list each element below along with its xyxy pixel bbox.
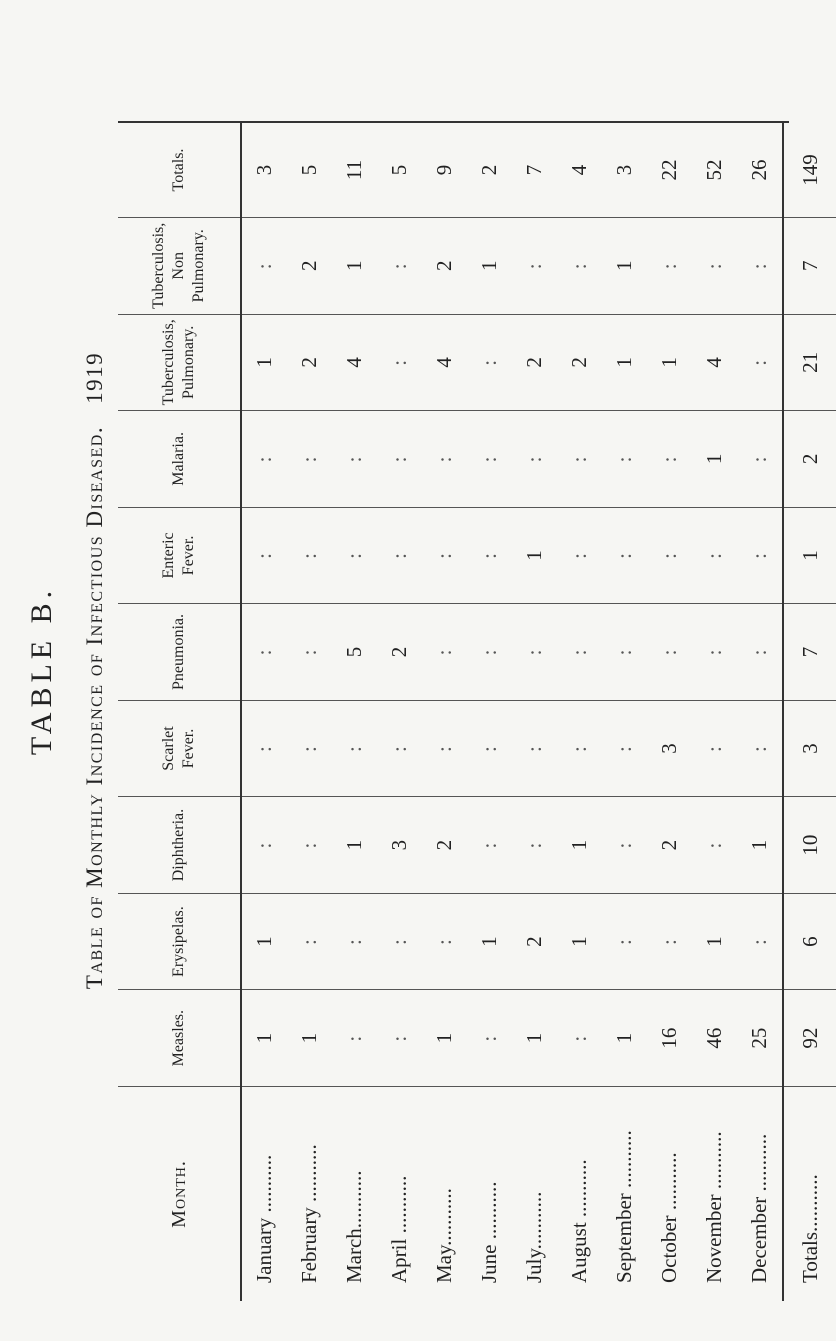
- value-cell: 1: [467, 218, 512, 315]
- empty-cell: :: [422, 700, 467, 797]
- value-cell: 3: [647, 700, 692, 797]
- value-cell: 4: [692, 314, 737, 411]
- empty-cell: :: [647, 507, 692, 604]
- value-cell: 2: [512, 314, 557, 411]
- empty-cell: :: [287, 797, 332, 894]
- value-cell: 3: [612, 164, 636, 176]
- value-cell: 2: [287, 314, 332, 411]
- value-cell: 1: [647, 314, 692, 411]
- empty-cell: :: [737, 314, 783, 411]
- month-cell: Totals...........: [783, 1086, 836, 1301]
- value-cell: 7: [783, 218, 836, 315]
- table-title: [82, 0, 108, 1341]
- table-row: [692, 123, 737, 1301]
- value-cell: 1: [332, 797, 377, 894]
- empty-cell: :: [467, 507, 512, 604]
- table-row: [467, 123, 512, 1301]
- value-cell: 2: [287, 218, 332, 315]
- value-cell: 5: [332, 604, 377, 701]
- table-right-rule: [118, 121, 789, 123]
- empty-cell: :: [241, 604, 287, 701]
- empty-cell: :: [467, 604, 512, 701]
- empty-cell: :: [241, 218, 287, 315]
- value-cell: 1: [241, 314, 287, 411]
- empty-cell: :: [241, 700, 287, 797]
- column-header: Scarlet Fever.: [118, 700, 241, 797]
- incidence-table: [118, 123, 836, 1301]
- value-cell: 22: [657, 159, 681, 181]
- table-row: [602, 123, 647, 1301]
- column-header: Malaria.: [118, 411, 241, 508]
- empty-cell: :: [422, 893, 467, 990]
- value-cell: 1: [602, 990, 647, 1087]
- month-cell: September ...........: [602, 1086, 647, 1301]
- empty-cell: :: [377, 893, 422, 990]
- value-cell: 1: [287, 990, 332, 1087]
- table-row: [287, 123, 332, 1301]
- value-cell: 1: [241, 990, 287, 1087]
- empty-cell: :: [332, 893, 377, 990]
- month-cell: February ...........: [287, 1086, 332, 1301]
- empty-cell: :: [647, 218, 692, 315]
- empty-cell: :: [647, 411, 692, 508]
- empty-cell: :: [332, 411, 377, 508]
- empty-cell: :: [737, 700, 783, 797]
- empty-cell: :: [422, 507, 467, 604]
- value-cell: 3: [783, 700, 836, 797]
- empty-cell: :: [467, 314, 512, 411]
- empty-cell: :: [467, 990, 512, 1087]
- value-cell: 1: [737, 797, 783, 894]
- column-header: Pneumonia.: [118, 604, 241, 701]
- table-row: [241, 123, 287, 1301]
- empty-cell: :: [287, 411, 332, 508]
- column-header: Enteric Fever.: [118, 507, 241, 604]
- value-cell: 2: [557, 314, 602, 411]
- empty-cell: :: [602, 604, 647, 701]
- value-cell: 1: [783, 507, 836, 604]
- empty-cell: :: [422, 604, 467, 701]
- empty-cell: :: [557, 604, 602, 701]
- value-cell: 5: [297, 164, 321, 176]
- table-body: [241, 123, 836, 1301]
- value-cell: 11: [342, 159, 366, 181]
- column-header: Totals.: [118, 123, 241, 218]
- value-cell: 1: [241, 893, 287, 990]
- value-cell: 4: [332, 314, 377, 411]
- empty-cell: :: [332, 507, 377, 604]
- empty-cell: :: [602, 411, 647, 508]
- month-cell: December ...........: [737, 1086, 783, 1301]
- empty-cell: :: [422, 411, 467, 508]
- value-cell: 26: [747, 159, 771, 181]
- column-header-month: Month.: [118, 1086, 241, 1301]
- empty-cell: :: [512, 218, 557, 315]
- empty-cell: :: [692, 604, 737, 701]
- empty-cell: :: [557, 218, 602, 315]
- value-cell: 10: [783, 797, 836, 894]
- value-cell: 4: [422, 314, 467, 411]
- empty-cell: :: [512, 797, 557, 894]
- empty-cell: :: [377, 507, 422, 604]
- value-cell: 1: [512, 507, 557, 604]
- empty-cell: :: [377, 990, 422, 1087]
- value-cell: 25: [737, 990, 783, 1087]
- table-row: [422, 123, 467, 1301]
- empty-cell: :: [332, 700, 377, 797]
- empty-cell: :: [557, 700, 602, 797]
- value-cell: 46: [692, 990, 737, 1087]
- empty-cell: :: [602, 893, 647, 990]
- value-cell: 2: [783, 411, 836, 508]
- empty-cell: :: [512, 700, 557, 797]
- empty-cell: :: [692, 218, 737, 315]
- value-cell: 149: [783, 123, 836, 218]
- month-cell: March...........: [332, 1086, 377, 1301]
- table-row: [647, 123, 692, 1301]
- month-cell: August ...........: [557, 1086, 602, 1301]
- value-cell: 2: [377, 604, 422, 701]
- value-cell: 1: [557, 893, 602, 990]
- column-header: Tuberculosis, Non Pulmonary.: [118, 218, 241, 315]
- title-year: 1919: [82, 351, 107, 404]
- value-cell: 1: [602, 218, 647, 315]
- empty-cell: :: [467, 411, 512, 508]
- value-cell: 6: [783, 893, 836, 990]
- value-cell: 7: [783, 604, 836, 701]
- empty-cell: :: [737, 218, 783, 315]
- empty-cell: :: [737, 411, 783, 508]
- value-cell: 1: [557, 797, 602, 894]
- value-cell: 1: [692, 893, 737, 990]
- empty-cell: :: [557, 507, 602, 604]
- column-header: Erysipelas.: [118, 893, 241, 990]
- table-row: [332, 123, 377, 1301]
- title-text: Table of Monthly Incidence of Infectious Diseased.: [82, 425, 107, 990]
- column-header: Tuberculosis, Pulmonary.: [118, 314, 241, 411]
- header-row: [118, 123, 241, 1301]
- value-cell: 2: [512, 893, 557, 990]
- empty-cell: :: [287, 700, 332, 797]
- table-row: [557, 123, 602, 1301]
- empty-cell: :: [377, 700, 422, 797]
- empty-cell: :: [241, 797, 287, 894]
- empty-cell: :: [512, 604, 557, 701]
- empty-cell: :: [287, 893, 332, 990]
- value-cell: 7: [522, 164, 546, 176]
- value-cell: 1: [467, 893, 512, 990]
- column-header: Diphtheria.: [118, 797, 241, 894]
- empty-cell: :: [332, 990, 377, 1087]
- table-row: [377, 123, 422, 1301]
- value-cell: 4: [567, 164, 591, 176]
- column-header: Measles.: [118, 990, 241, 1087]
- empty-cell: :: [692, 700, 737, 797]
- empty-cell: :: [647, 604, 692, 701]
- totals-row: [783, 123, 836, 1301]
- value-cell: 5: [387, 164, 411, 176]
- empty-cell: :: [692, 797, 737, 894]
- month-cell: July...........: [512, 1086, 557, 1301]
- empty-cell: :: [377, 314, 422, 411]
- value-cell: 1: [422, 990, 467, 1087]
- month-cell: April ...........: [377, 1086, 422, 1301]
- empty-cell: :: [377, 411, 422, 508]
- empty-cell: :: [602, 700, 647, 797]
- empty-cell: :: [602, 797, 647, 894]
- value-cell: 2: [477, 164, 501, 176]
- empty-cell: :: [737, 604, 783, 701]
- value-cell: 3: [377, 797, 422, 894]
- empty-cell: :: [287, 604, 332, 701]
- empty-cell: :: [692, 507, 737, 604]
- month-cell: November ...........: [692, 1086, 737, 1301]
- table-label: TABLE B.: [25, 585, 58, 756]
- value-cell: 16: [647, 990, 692, 1087]
- empty-cell: :: [602, 507, 647, 604]
- empty-cell: :: [512, 411, 557, 508]
- value-cell: 3: [252, 164, 276, 176]
- month-cell: October ...........: [647, 1086, 692, 1301]
- value-cell: 2: [647, 797, 692, 894]
- empty-cell: :: [557, 411, 602, 508]
- table-row: [737, 123, 783, 1301]
- value-cell: 52: [702, 159, 726, 181]
- value-cell: 1: [692, 411, 737, 508]
- value-cell: 1: [512, 990, 557, 1087]
- value-cell: 2: [422, 797, 467, 894]
- value-cell: 21: [783, 314, 836, 411]
- empty-cell: :: [241, 411, 287, 508]
- table-row: [512, 123, 557, 1301]
- empty-cell: :: [557, 990, 602, 1087]
- value-cell: 9: [432, 164, 456, 176]
- value-cell: 2: [422, 218, 467, 315]
- value-cell: 1: [332, 218, 377, 315]
- month-cell: January ...........: [241, 1086, 287, 1301]
- month-cell: May...........: [422, 1086, 467, 1301]
- empty-cell: :: [377, 218, 422, 315]
- empty-cell: :: [647, 893, 692, 990]
- value-cell: 92: [783, 990, 836, 1087]
- empty-cell: :: [287, 507, 332, 604]
- empty-cell: :: [467, 700, 512, 797]
- month-cell: June ...........: [467, 1086, 512, 1301]
- empty-cell: :: [241, 507, 287, 604]
- empty-cell: :: [737, 507, 783, 604]
- empty-cell: :: [467, 797, 512, 894]
- value-cell: 1: [602, 314, 647, 411]
- empty-cell: :: [737, 893, 783, 990]
